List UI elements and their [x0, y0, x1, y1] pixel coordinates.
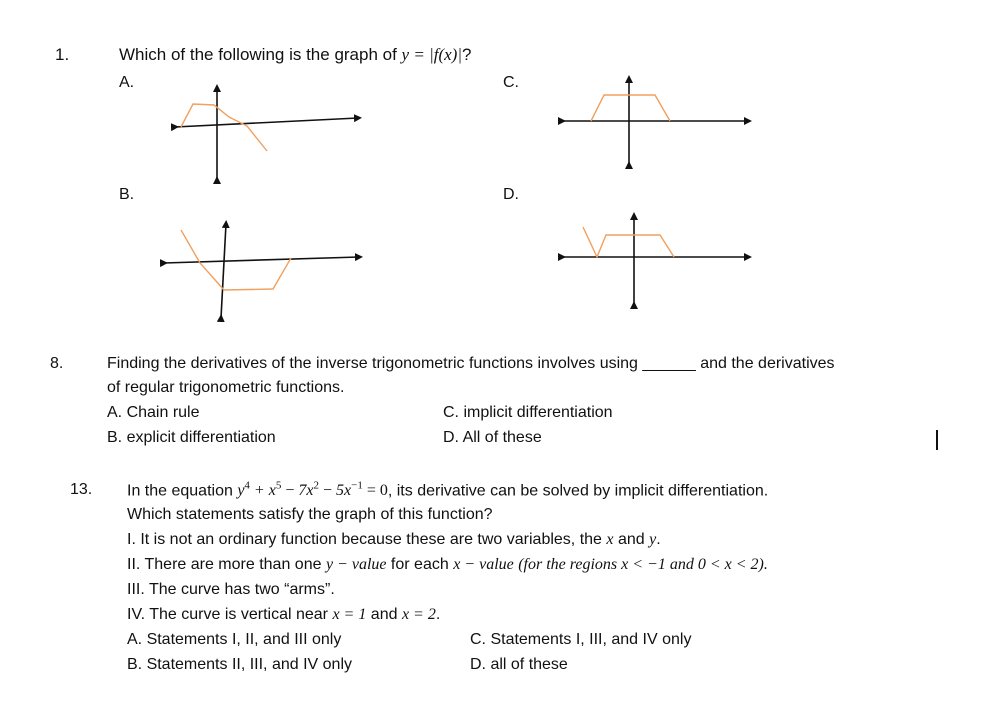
q13-s4-math2: x = 2 [401, 606, 436, 623]
q1-option-d-label: D. [503, 186, 519, 203]
q13-s2-math3: (for the regions x < −1 and 0 < x < 2). [518, 556, 768, 573]
q13-option-b: B. Statements II, III, and IV only [127, 656, 352, 673]
q13-s2-math2: x − value [453, 556, 514, 573]
q13-number: 13. [70, 481, 93, 498]
q1-option-a-label: A. [119, 74, 135, 91]
q13-s1-and: and [613, 531, 650, 548]
cropped-text-fragment [60, 325, 940, 329]
q13-s1-prefix: I. It is not an ordinary function because these are two variables, the [127, 531, 607, 548]
q13-s4-and: and [366, 606, 402, 623]
q13-statement-3: III. The curve has two “arms”. [127, 581, 335, 598]
q13-s4-prefix: IV. The curve is vertical near [127, 606, 333, 623]
graph-d-curve [583, 227, 674, 257]
q13-statement-1 [127, 531, 661, 549]
q13-line1-suffix: , its derivative can be solved by implicit differentiation. [387, 482, 769, 500]
q8-option-b: B. explicit differentiation [107, 429, 276, 446]
q13-s2-prefix: II. There are more than one [127, 556, 326, 573]
q1-option-b-label: B. [119, 186, 135, 203]
q13-line2: Which statements satisfy the graph of this function? [127, 506, 493, 523]
q13-s1-end: . [656, 531, 661, 548]
graph-d-axes [562, 216, 748, 305]
q1-number: 1. [55, 45, 70, 64]
q8-number: 8. [50, 355, 64, 372]
q1-question-math: y = |f(x)| [401, 45, 463, 64]
q8-line1: Finding the derivatives of the inverse trigonometric functions involves using ______ and the derivatives [107, 355, 835, 372]
cropped-text-fragment-3 [120, 678, 840, 682]
q8-line2: of regular trigonometric functions. [107, 379, 345, 396]
text-cursor [936, 430, 938, 450]
q13-equation: $y^4 + x^5 - 7x^2 - 5x^{-1} = 0$ [237, 480, 388, 500]
cropped-text-fragment-2 [120, 462, 820, 466]
q13-line1 [127, 480, 768, 500]
q8-option-c: C. implicit differentiation [443, 404, 613, 421]
q13-s1-var-x: x [606, 531, 614, 548]
q13-statement-4 [127, 606, 440, 624]
q13-s4-math1: x = 1 [332, 606, 367, 623]
q8-option-a: A. Chain rule [107, 404, 200, 421]
q13-s4-end: . [435, 606, 441, 623]
q13-option-d: D. all of these [470, 656, 568, 673]
q1-question-suffix: ? [462, 45, 472, 64]
q13-s2-math1: y − value [325, 556, 387, 573]
q8-option-d: D. All of these [443, 429, 542, 446]
q13-option-c: C. Statements I, III, and IV only [470, 631, 692, 648]
q13-s2-mid: for each [386, 556, 454, 573]
q13-s1-var-y: y [649, 531, 657, 548]
q13-statement-2 [127, 556, 768, 574]
q1-option-c-label: C. [503, 74, 519, 91]
q1-question-prefix: Which of the following is the graph of [119, 45, 402, 64]
q13-option-a: A. Statements I, II, and III only [127, 631, 342, 648]
q13-line1-prefix: In the equation [127, 482, 238, 500]
